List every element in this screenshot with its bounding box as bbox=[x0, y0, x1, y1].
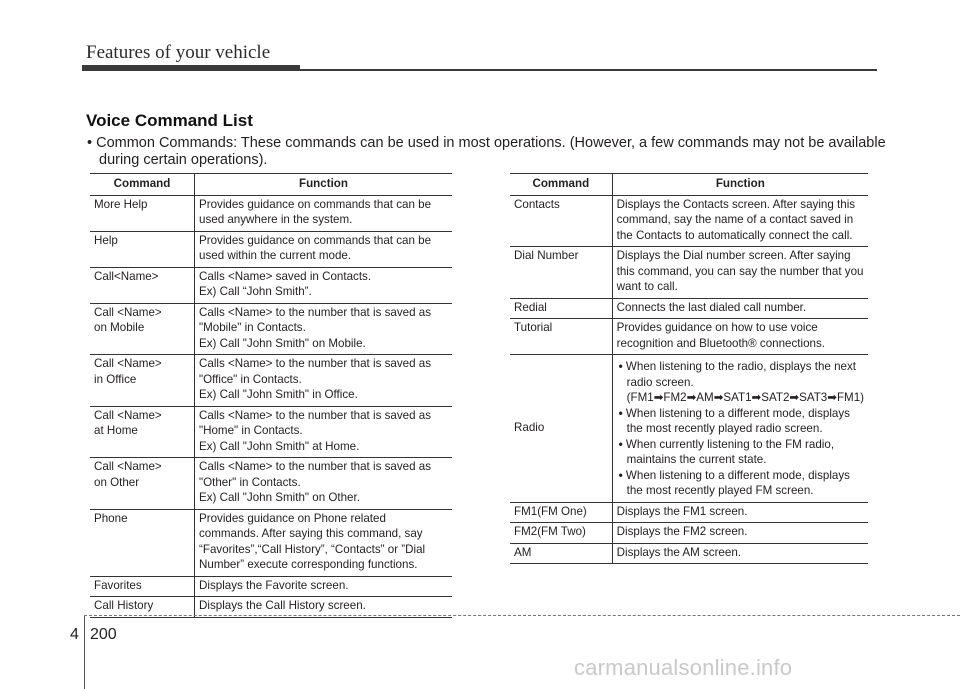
function-example: Ex) Call "John Smith" on Mobile. bbox=[199, 336, 366, 350]
function-text: Calls <Name> to the number that is saved as "Other" in Contacts. bbox=[199, 460, 431, 489]
command-cell: Radio bbox=[510, 355, 612, 503]
intro-text: Common Commands: These commands can be used in most operations. (However, a few commands may not be available during certain operations). bbox=[96, 135, 886, 168]
function-text: Calls <Name> to the number that is saved as "Home" in Contacts. bbox=[199, 408, 431, 437]
header-rule-thin bbox=[300, 69, 877, 71]
table-row bbox=[90, 458, 452, 510]
command-cell bbox=[90, 303, 195, 355]
function-example: Ex) Call "John Smith" in Office. bbox=[199, 388, 358, 401]
command-cell: Help bbox=[90, 231, 195, 267]
command-cell: AM bbox=[510, 543, 612, 564]
radio-bullet-item: • When listening to a different mode, displays the most recently played radio screen. bbox=[618, 406, 850, 435]
radio-bullet-item: • When currently listening to the FM radio, maintains the current state. bbox=[618, 437, 835, 466]
function-cell: Provides guidance on commands that can be used within the current mode. bbox=[195, 231, 453, 267]
right-header-function: Function bbox=[612, 174, 868, 196]
table-row bbox=[510, 355, 868, 503]
radio-bullet-text: When listening to a different mode, displays the most recently played radio screen. bbox=[625, 406, 850, 435]
command-cell: FM2(FM Two) bbox=[510, 523, 612, 544]
function-cell: Displays the Dial number screen. After saying this command, you can say the number that you want to call. bbox=[612, 247, 868, 299]
command-text: Call <Name> bbox=[94, 408, 162, 422]
command-suffix: in Office bbox=[94, 372, 137, 386]
function-cell bbox=[195, 406, 453, 458]
function-cell bbox=[195, 267, 453, 303]
function-example: Ex) Call “John Smith”. bbox=[199, 285, 312, 298]
function-cell bbox=[612, 355, 868, 503]
chapter-number: 4 bbox=[70, 626, 79, 643]
table-row bbox=[510, 298, 868, 319]
radio-bullet-text: When currently listening to the FM radio, maintains the current state. bbox=[625, 437, 835, 466]
page-number: 200 bbox=[90, 626, 117, 643]
table-row bbox=[510, 502, 868, 523]
command-cell bbox=[90, 355, 195, 407]
function-cell bbox=[195, 355, 453, 407]
command-suffix: on Other bbox=[94, 475, 140, 489]
command-suffix: at Home bbox=[94, 424, 138, 437]
table-row bbox=[510, 319, 868, 355]
function-cell: Provides guidance on commands that can be used anywhere in the system. bbox=[195, 195, 453, 231]
function-text: Calls <Name> to the number that is saved as "Office" in Contacts. bbox=[199, 357, 431, 386]
radio-bullet-item: • When listening to the radio, displays the next radio screen. (FM1➡FM2➡AM➡SAT1➡SAT2➡SAT3➡FM1) bbox=[618, 360, 865, 404]
command-text: Call <Name> bbox=[94, 305, 162, 319]
command-cell bbox=[90, 406, 195, 458]
command-cell: Call<Name> bbox=[90, 267, 195, 303]
table-row bbox=[90, 231, 452, 267]
footer-vertical-rule bbox=[84, 616, 85, 689]
command-text: Call <Name> bbox=[94, 357, 162, 370]
command-text: Call <Name> bbox=[94, 460, 162, 473]
table-row bbox=[510, 195, 868, 247]
page-header-title: Features of your vehicle bbox=[86, 42, 271, 63]
left-header-function: Function bbox=[195, 174, 453, 196]
command-suffix: on Mobile bbox=[94, 321, 145, 334]
function-cell: Displays the Favorite screen. bbox=[195, 576, 453, 597]
command-cell: Contacts bbox=[510, 195, 612, 247]
function-cell: Displays the FM1 screen. bbox=[612, 502, 868, 523]
header-rule-thick bbox=[82, 65, 300, 71]
function-cell: Displays the Call History screen. bbox=[195, 597, 453, 618]
function-cell: Connects the last dialed call number. bbox=[612, 298, 868, 319]
command-cell: Dial Number bbox=[510, 247, 612, 299]
intro-paragraph bbox=[86, 135, 894, 169]
table-row bbox=[90, 406, 452, 458]
left-table-header-row bbox=[90, 174, 452, 196]
function-text: Calls <Name> saved in Contacts. bbox=[199, 269, 372, 283]
function-cell bbox=[195, 458, 453, 510]
function-cell: Displays the FM2 screen. bbox=[612, 523, 868, 544]
command-cell: Call History bbox=[90, 597, 195, 618]
table-row bbox=[510, 247, 868, 299]
command-cell: FM1(FM One) bbox=[510, 502, 612, 523]
table-row bbox=[90, 303, 452, 355]
function-cell: Displays the AM screen. bbox=[612, 543, 868, 564]
command-cell bbox=[90, 458, 195, 510]
table-row bbox=[510, 523, 868, 544]
table-row bbox=[90, 267, 452, 303]
command-cell: More Help bbox=[90, 195, 195, 231]
radio-bullet-text: When listening to the radio, displays the next radio screen. (FM1➡FM2➡AM➡SAT1➡SAT2➡SAT3➡FM1) bbox=[625, 360, 865, 404]
function-example: Ex) Call "John Smith" on Other. bbox=[199, 491, 360, 504]
radio-bullet-item: • When listening to a different mode, displays the most recently played FM screen. bbox=[618, 468, 850, 497]
footer-rule bbox=[84, 615, 960, 616]
left-header-command: Command bbox=[90, 174, 195, 196]
function-cell: Displays the Contacts screen. After saying this command, say the name of a contact saved in the Contacts to automatically connect the call. bbox=[612, 195, 868, 247]
command-cell: Redial bbox=[510, 298, 612, 319]
table-row bbox=[90, 355, 452, 407]
left-command-table bbox=[90, 173, 452, 618]
function-cell: Provides guidance on Phone related commands. After saying this command, say “Favorites”,“Call History”, “Contacts” or ”Dial Number” execute corresponding functions. bbox=[195, 509, 453, 576]
function-cell bbox=[195, 303, 453, 355]
watermark: carmanualsonline.info bbox=[574, 655, 793, 680]
function-example: Ex) Call "John Smith" at Home. bbox=[199, 439, 360, 453]
right-command-table bbox=[510, 173, 868, 564]
function-cell: Provides guidance on how to use voice recognition and Bluetooth® connections. bbox=[612, 319, 868, 355]
radio-bullet-text: When listening to a different mode, displays the most recently played FM screen. bbox=[625, 468, 850, 497]
intro-bullet: • bbox=[87, 135, 93, 151]
table-row bbox=[90, 195, 452, 231]
right-header-command: Command bbox=[510, 174, 612, 196]
table-row bbox=[90, 576, 452, 597]
right-table-header-row bbox=[510, 174, 868, 196]
table-row bbox=[510, 543, 868, 564]
table-row bbox=[90, 509, 452, 576]
command-cell: Tutorial bbox=[510, 319, 612, 355]
section-title: Voice Command List bbox=[86, 111, 253, 130]
command-cell: Phone bbox=[90, 509, 195, 576]
table-row bbox=[90, 597, 452, 618]
function-text: Calls <Name> to the number that is saved as "Mobile" in Contacts. bbox=[199, 305, 431, 334]
command-cell: Favorites bbox=[90, 576, 195, 597]
